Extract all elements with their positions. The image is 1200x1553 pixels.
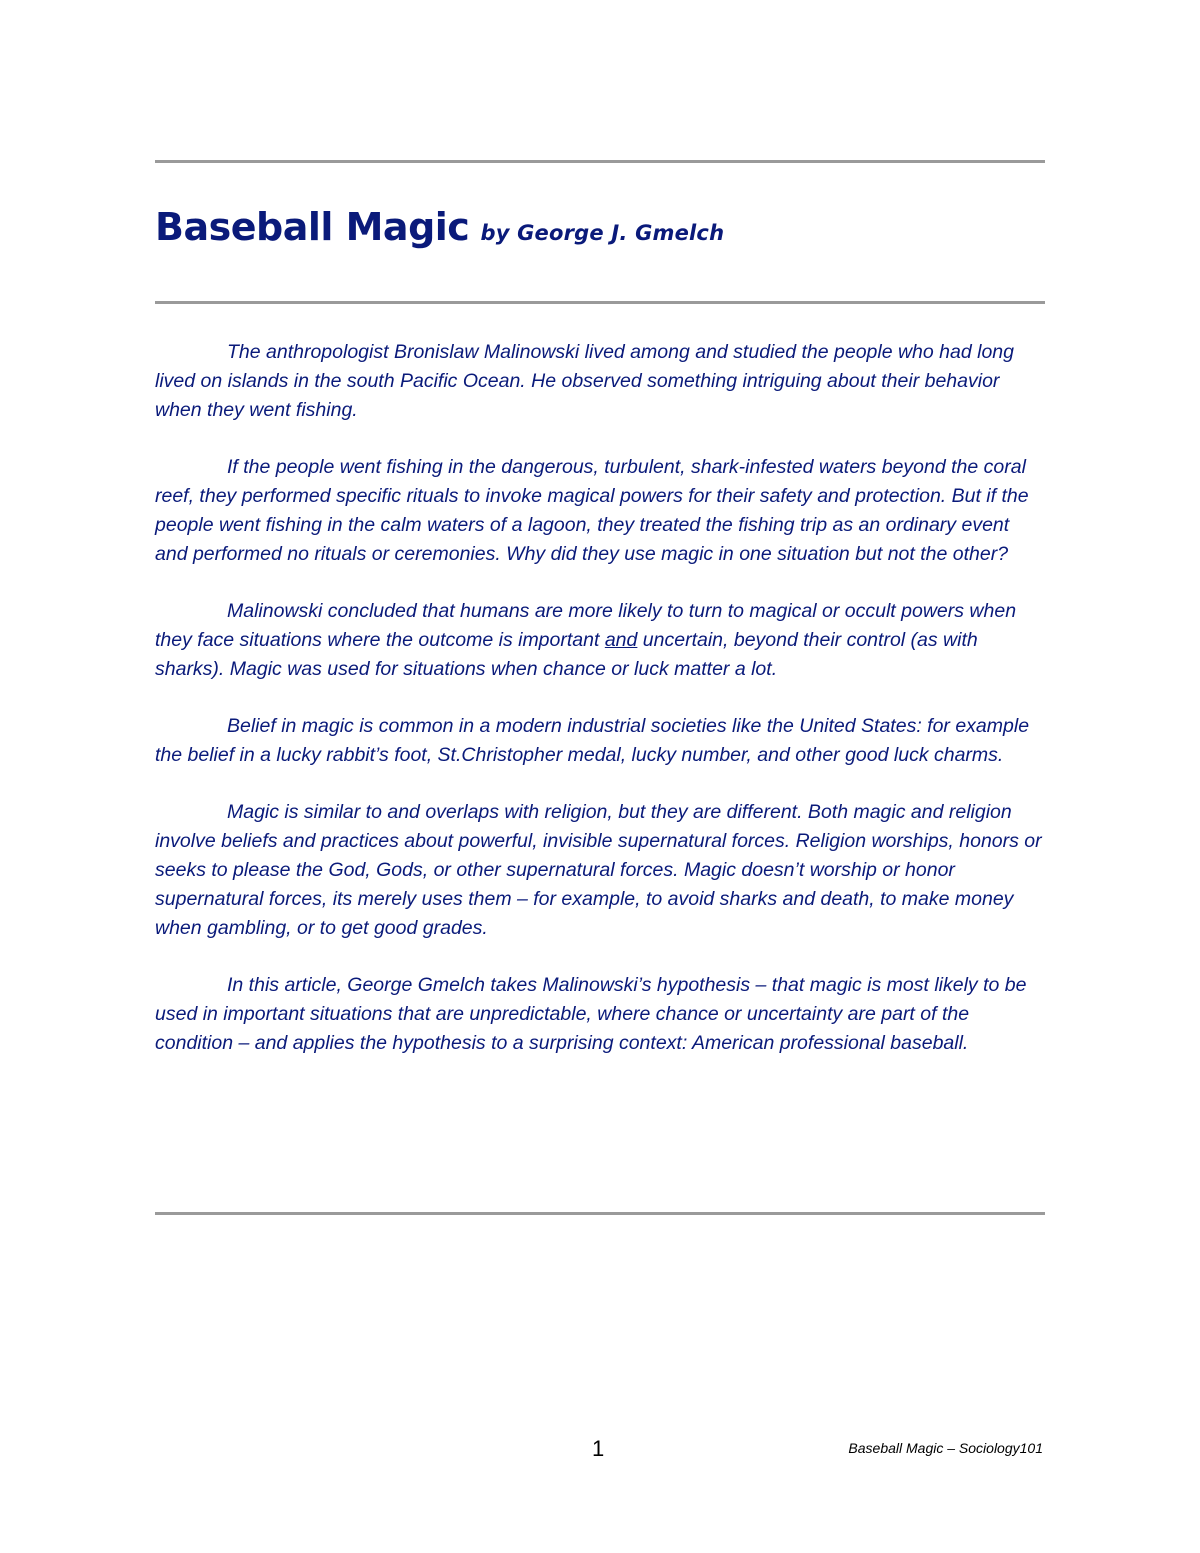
paragraph-6: In this article, George Gmelch takes Malinowski’s hypothesis – that magic is most likely to be used in important situations that are unpredictable, where chance or uncertainty are part of the condition – and applies the hypothesis to a surprising context: American professional baseball. [155, 974, 1027, 1054]
top-divider [155, 160, 1045, 163]
intro-body [155, 338, 1045, 1086]
paragraph-5: Magic is similar to and overlaps with religion, but they are different. Both magic and religion involve beliefs and practices about powerful, invisible supernatural forces. Religion worships, honors or seeks to please the God, Gods, or other supernatural forces. Magic doesn’t worship or honor supernatural forces, its merely uses them – for example, to avoid sharks and death, to make money when gambling, or to get good grades. [155, 801, 1042, 939]
bottom-divider [155, 1212, 1045, 1215]
paragraph-4: Belief in magic is common in a modern industrial societies like the United States: for example the belief in a lucky rabbit’s foot, St.Christopher medal, lucky number, and other good luck charms. [155, 715, 1030, 766]
title-main: Baseball Magic [155, 205, 470, 249]
title-divider [155, 301, 1045, 304]
paragraph-2: If the people went fishing in the dangerous, turbulent, shark-infested waters beyond the coral reef, they performed specific rituals to invoke magical powers for their safety and protection. But if the people went fishing in the calm waters of a lagoon, they treated the fishing trip as an ordinary event and performed no rituals or ceremonies. Why did they use magic in one situation but not the other? [155, 456, 1029, 565]
footer-label: Baseball Magic – Sociology101 [848, 1440, 1043, 1456]
paragraph-3 [155, 597, 1045, 684]
paragraph-1: The anthropologist Bronislaw Malinowski lived among and studied the people who had long lived on islands in the south Pacific Ocean. He observed something intriguing about their behavior when they went fishing. [155, 341, 1014, 421]
title-byline: by George J. Gmelch [480, 221, 725, 245]
document-title [155, 205, 725, 249]
paragraph-3-part-2: uncertain, beyond their control (as with sharks). Magic was used for situations when chance or luck matter a lot. [155, 629, 978, 680]
underlined-word: and [604, 629, 638, 651]
page-number: 1 [592, 1436, 605, 1461]
paragraph-3-part-1: Malinowski concluded that humans are more likely to turn to magical or occult powers when they face situations where the outcome is important [155, 600, 1017, 651]
